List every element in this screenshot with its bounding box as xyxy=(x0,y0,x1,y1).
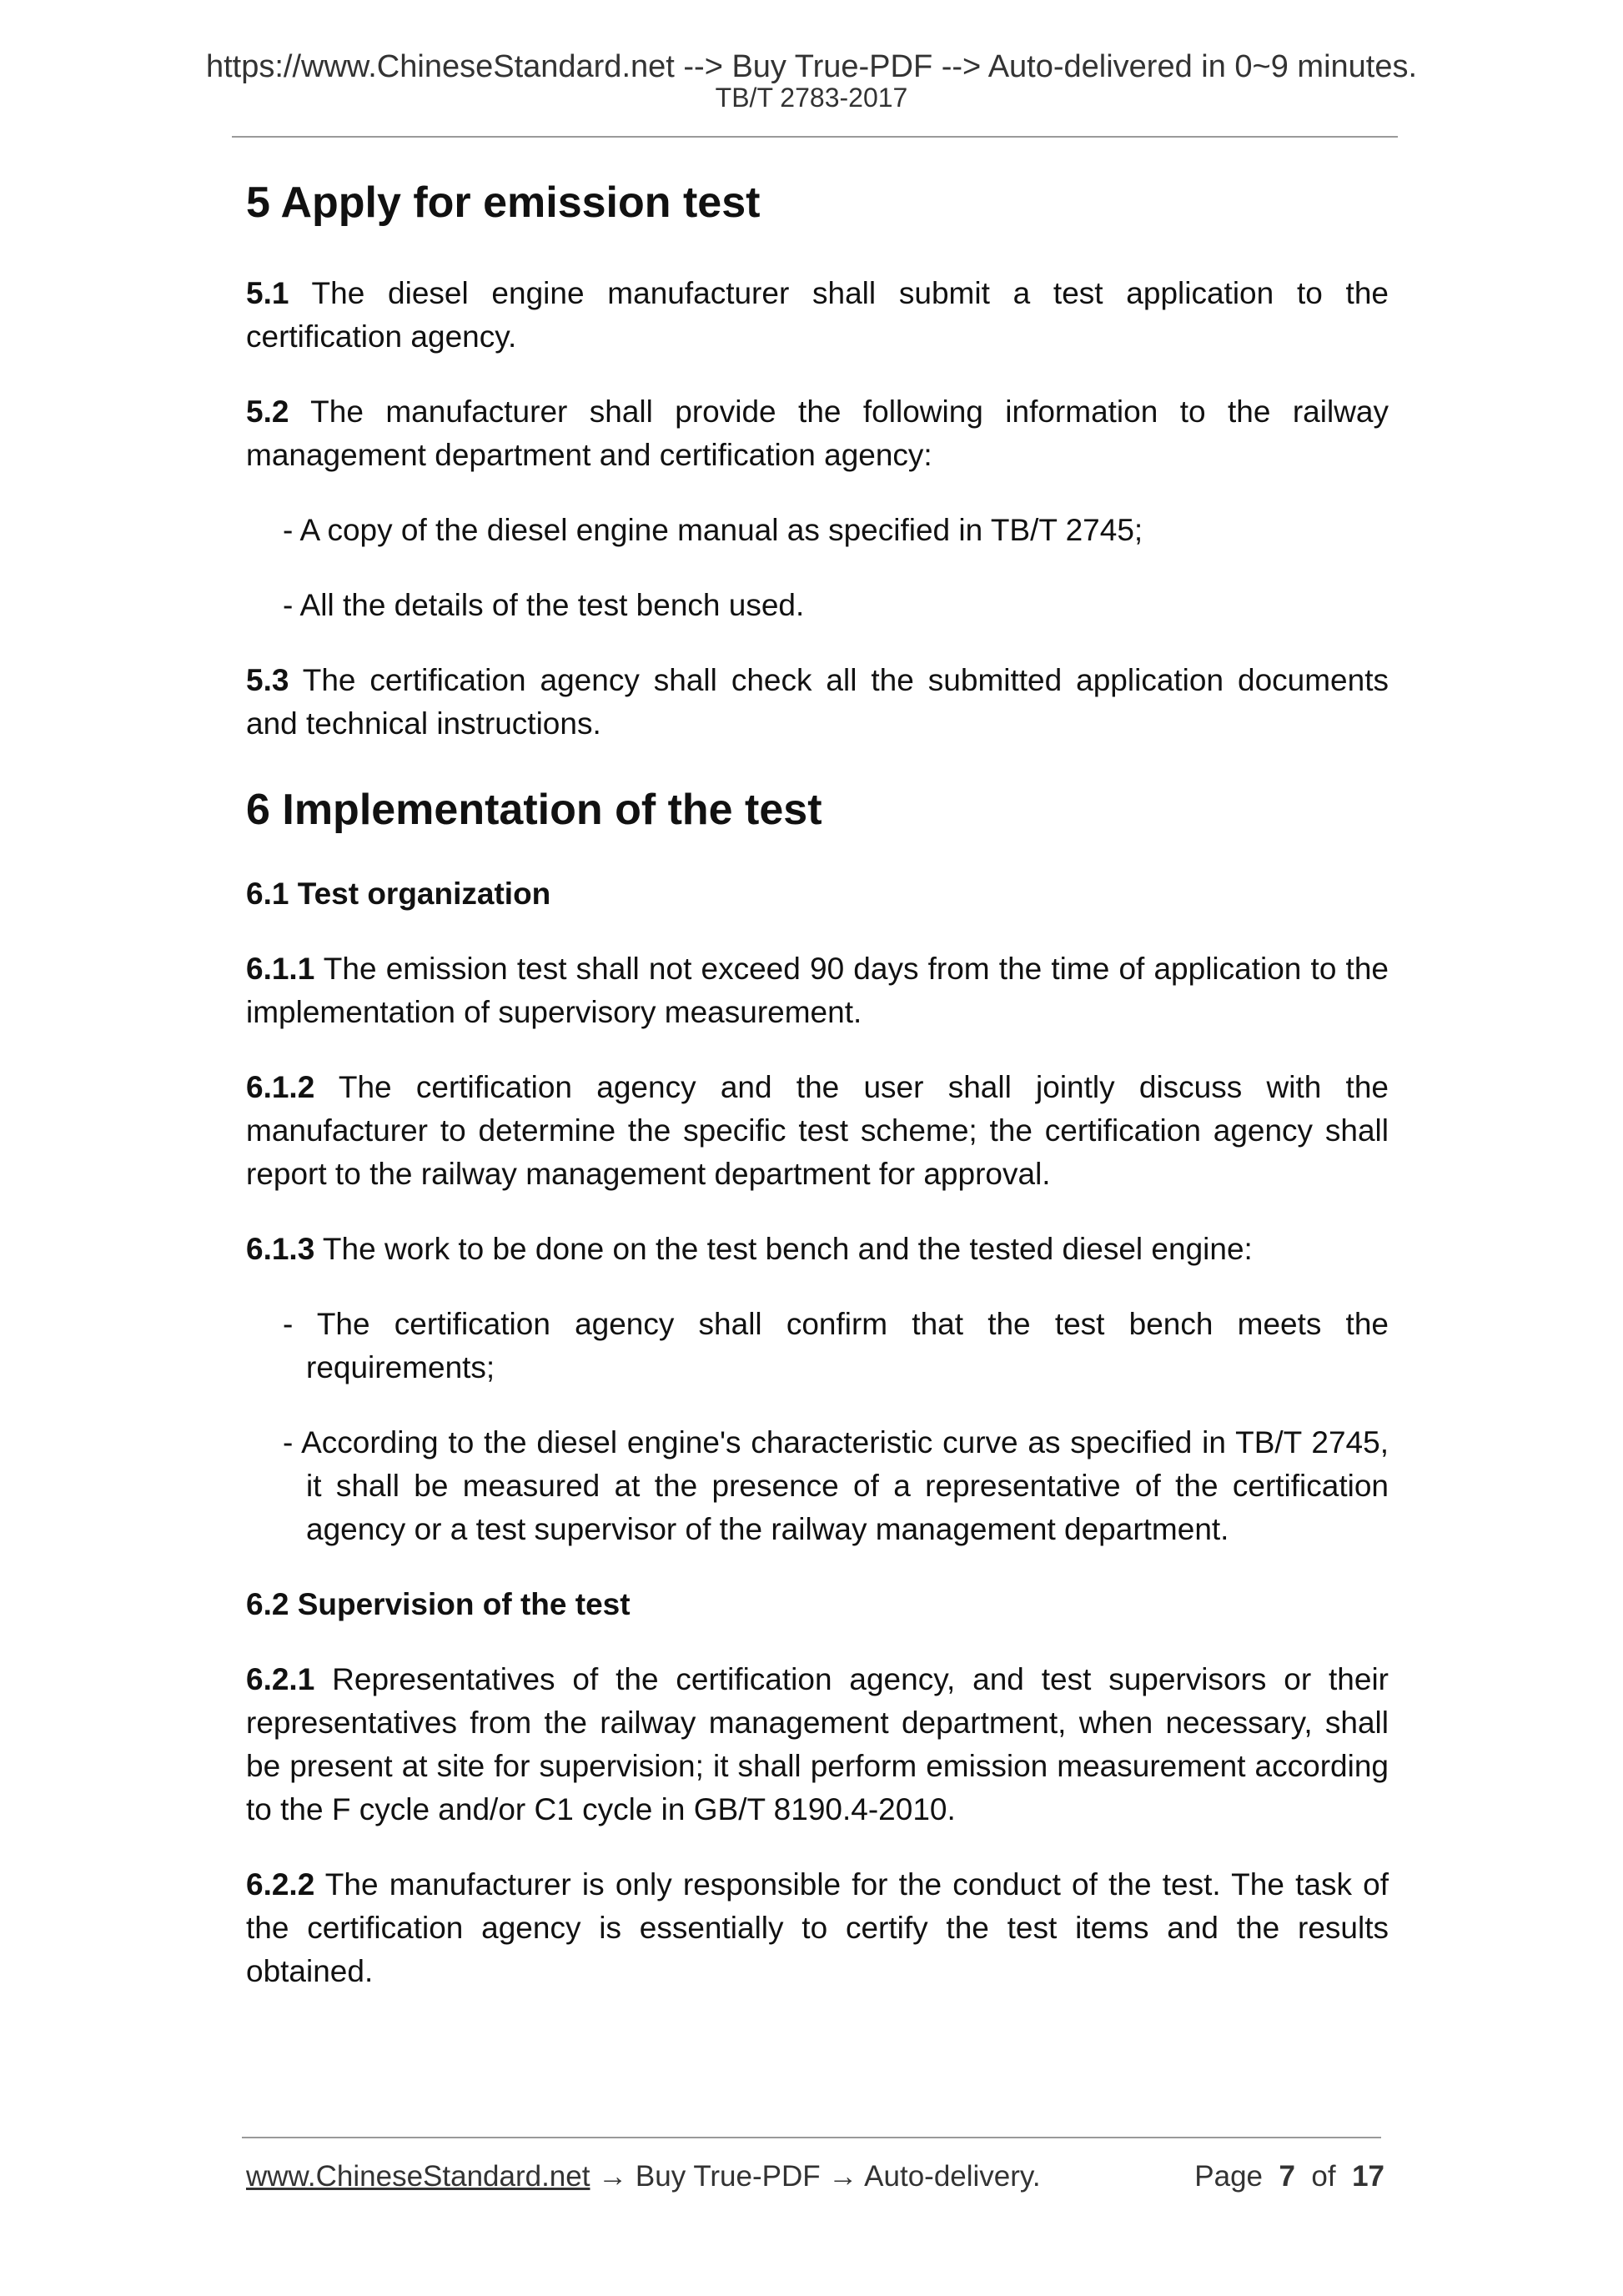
list-item: - The certification agency shall confirm that the test bench meets the requirements; xyxy=(283,1307,1389,1384)
clause-6-2-2 xyxy=(246,1863,1389,1993)
clause-number: 5.1 xyxy=(246,276,289,310)
clause-text: The manufacturer shall provide the following information to the railway management department and certification agency: xyxy=(246,394,1389,472)
list-item: - According to the diesel engine's characteristic curve as specified in TB/T 2745, it shall be measured at the presence of a representative of the certification agency or a test supervisor of the railway management department. xyxy=(283,1425,1389,1546)
clause-text: The diesel engine manufacturer shall submit a test application to the certification agency. xyxy=(246,276,1389,354)
footer-tagline: → Buy True-PDF → Auto-delivery. xyxy=(590,2160,1041,2193)
section-5-heading: 5 Apply for emission test xyxy=(246,178,761,227)
header-divider xyxy=(232,136,1398,138)
clause-text: The certification agency shall check all the submitted application documents and technical instructions. xyxy=(246,663,1389,741)
clause-number: 5.2 xyxy=(246,394,289,429)
page-label: Page xyxy=(1194,2160,1264,2193)
clause-5-1 xyxy=(246,272,1389,359)
clause-text: The certification agency and the user shall jointly discuss with the manufacturer to determine the specific test scheme; the certification agency shall report to the railway management department for approval. xyxy=(246,1070,1389,1191)
section-6-heading: 6 Implementation of the test xyxy=(246,786,822,834)
subsection-6-1-heading: 6.1 Test organization xyxy=(246,877,551,911)
total-pages: 17 xyxy=(1352,2160,1384,2193)
clause-text: The manufacturer is only responsible for the conduct of the test. The task of the certification agency is essentially to certify the test items and the results obtained. xyxy=(246,1867,1389,1988)
clause-5-2 xyxy=(246,390,1389,477)
clause-text: Representatives of the certification agency, and test supervisors or their representatives from the railway management department, when necessary, shall be present at site for supervision; it shall perform emission measurement according to the F cycle and/or C1 cycle in GB/T 8190.4-2010. xyxy=(246,1662,1389,1826)
clause-6-1-3 xyxy=(246,1228,1389,1271)
list-item: - All the details of the test bench used. xyxy=(283,588,805,622)
clause-number: 6.1.3 xyxy=(246,1232,315,1266)
document-body xyxy=(246,175,1389,1993)
clause-number: 5.3 xyxy=(246,663,289,697)
clause-6-1-2 xyxy=(246,1066,1389,1196)
clause-6-2-1 xyxy=(246,1658,1389,1831)
clause-text: The work to be done on the test bench and the tested diesel engine: xyxy=(314,1232,1253,1266)
footer-promo xyxy=(246,2158,1041,2195)
footer-site-link[interactable]: www.ChineseStandard.net xyxy=(246,2160,590,2193)
clause-number: 6.2.2 xyxy=(246,1867,315,1902)
subsection-6-2-heading: 6.2 Supervision of the test xyxy=(246,1587,631,1621)
list-item: - A copy of the diesel engine manual as specified in TB/T 2745; xyxy=(283,513,1143,547)
header-banner: https://www.ChineseStandard.net --> Buy True-PDF --> Auto-delivered in 0~9 minutes. xyxy=(205,49,1418,84)
clause-6-1-1 xyxy=(246,947,1389,1034)
clause-number: 6.2.1 xyxy=(246,1662,315,1696)
footer-divider xyxy=(242,2137,1381,2138)
of-label: of xyxy=(1311,2160,1336,2193)
page-number: 7 xyxy=(1279,2160,1295,2193)
page-indicator xyxy=(1194,2158,1384,2195)
standard-code: TB/T 2783-2017 xyxy=(715,83,908,113)
clause-number: 6.1.2 xyxy=(246,1070,315,1104)
clause-5-3 xyxy=(246,659,1389,746)
clause-number: 6.1.1 xyxy=(246,952,315,986)
clause-text: The emission test shall not exceed 90 days from the time of application to the implementation of supervisory measurement. xyxy=(246,952,1389,1029)
